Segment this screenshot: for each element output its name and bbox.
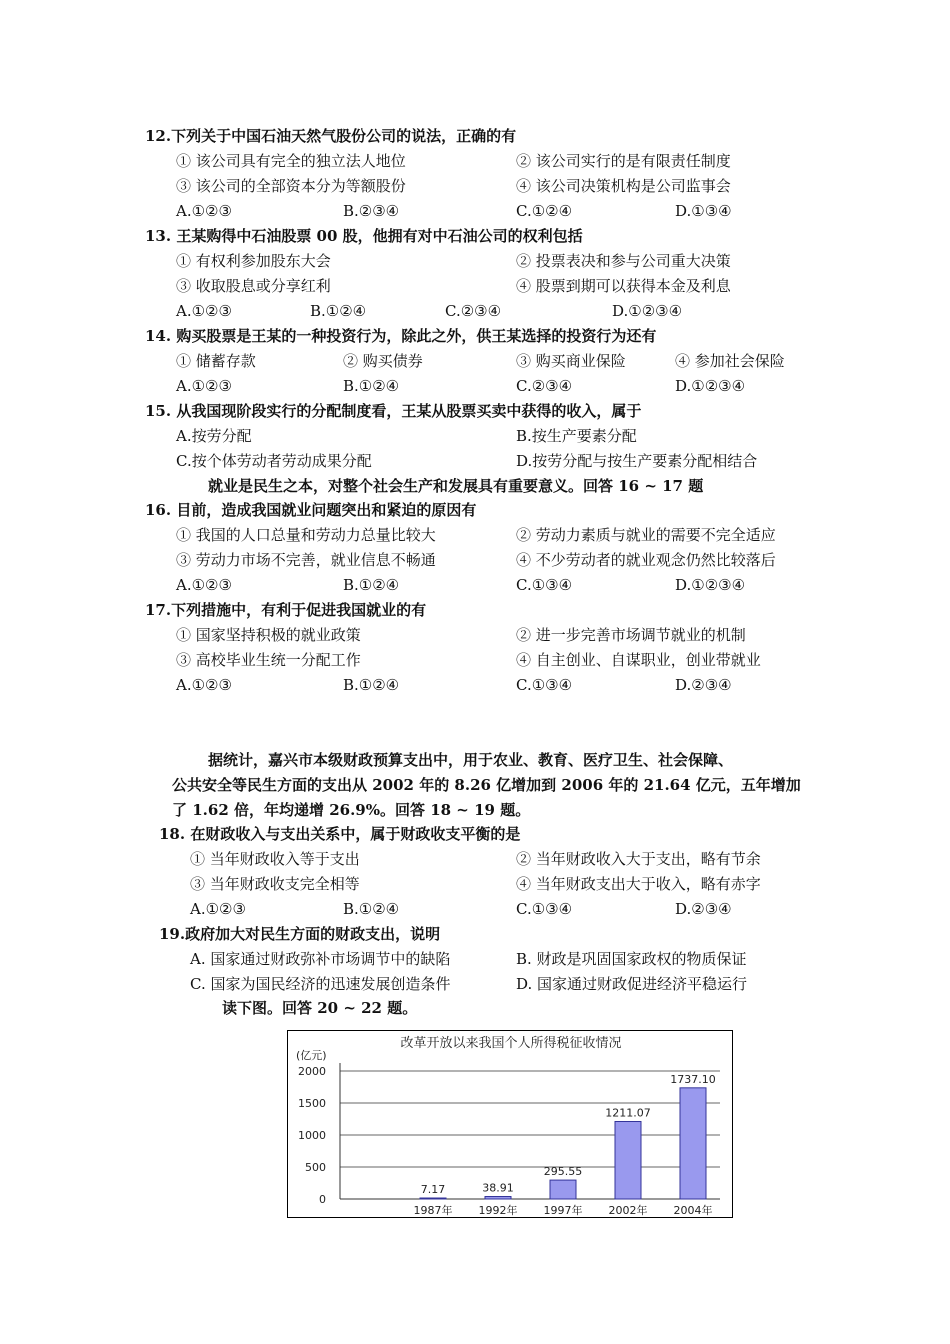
q14-stem: 14. 购买股票是王某的一种投资行为，除此之外，供王某选择的投资行为还有 xyxy=(145,327,657,345)
q18-choice-c: C.①③④ xyxy=(516,900,573,918)
q13-choice-d: D.①②③④ xyxy=(612,302,683,320)
chart-y-tick-label: 500 xyxy=(305,1161,326,1174)
q18-stem: 18. 在财政收入与支出关系中，属于财政收支平衡的是 xyxy=(159,825,521,843)
chart-y-tick-label: 2000 xyxy=(298,1065,326,1078)
q17-choice-a: A.①②③ xyxy=(176,676,232,694)
q19-choice-a: A. 国家通过财政弥补市场调节中的缺陷 xyxy=(190,950,451,968)
q17-option-4: ④ 自主创业、自谋职业，创业带就业 xyxy=(516,651,761,669)
q15-stem: 15. 从我国现阶段实行的分配制度看，王某从股票买卖中获得的收入，属于 xyxy=(145,402,642,420)
q12-option-3: ③ 该公司的全部资本分为等额股份 xyxy=(176,177,406,195)
q16-stem: 16. 目前，造成我国就业问题突出和紧迫的原因有 xyxy=(145,501,477,519)
intro-18-19-line1: 据统计，嘉兴市本级财政预算支出中，用于农业、教育、医疗卫生、社会保障、 xyxy=(208,751,734,769)
q12-stem: 12.下列关于中国石油天然气股份公司的说法，正确的有 xyxy=(145,127,517,145)
q19-stem: 19.政府加大对民生方面的财政支出，说明 xyxy=(159,925,441,943)
q16-option-3: ③ 劳动力市场不完善，就业信息不畅通 xyxy=(176,551,436,569)
q18-option-3: ③ 当年财政收支完全相等 xyxy=(190,875,360,893)
chart-canvas xyxy=(288,1031,734,1219)
q17-option-1: ① 国家坚持积极的就业政策 xyxy=(176,626,361,644)
chart-bar xyxy=(615,1121,641,1199)
q19-choice-d: D. 国家通过财政促进经济平稳运行 xyxy=(516,975,748,993)
q12-choice-c: C.①②④ xyxy=(516,202,573,220)
chart-value-label: 1211.07 xyxy=(605,1106,651,1120)
q16-choice-d: D.①②③④ xyxy=(675,576,746,594)
q12-option-1: ① 该公司具有完全的独立法人地位 xyxy=(176,152,406,170)
q13-option-3: ③ 收取股息或分享红利 xyxy=(176,277,331,295)
chart-value-label: 1737.10 xyxy=(670,1072,716,1086)
q17-choice-b: B.①②④ xyxy=(343,676,400,694)
q14-choice-c: C.②③④ xyxy=(516,377,573,395)
q17-option-3: ③ 高校毕业生统一分配工作 xyxy=(176,651,361,669)
q14-choice-a: A.①②③ xyxy=(176,377,232,395)
chart-title: 改革开放以来我国个人所得税征收情况 xyxy=(400,1036,622,1051)
q15-choice-a: A.按劳分配 xyxy=(176,427,252,445)
q17-choice-d: D.②③④ xyxy=(675,676,732,694)
q16-option-2: ② 劳动力素质与就业的需要不完全适应 xyxy=(516,526,776,544)
intro-20-22: 读下图。回答 20 ~ 22 题。 xyxy=(222,999,418,1017)
q18-option-4: ④ 当年财政支出大于收入，略有赤字 xyxy=(516,875,761,893)
chart-value-label: 7.17 xyxy=(420,1183,446,1196)
q14-option-4: ④ 参加社会保险 xyxy=(675,352,785,370)
chart-bar xyxy=(420,1198,446,1199)
q12-choice-b: B.②③④ xyxy=(343,202,400,220)
q13-choice-a: A.①②③ xyxy=(176,302,232,320)
chart-y-tick-label: 1500 xyxy=(298,1097,326,1110)
q17-stem: 17.下列措施中，有利于促进我国就业的有 xyxy=(145,601,427,619)
chart-category-label: 1997年 xyxy=(543,1204,583,1217)
chart-value-label: 295.55 xyxy=(543,1165,583,1179)
q19-choice-b: B. 财政是巩固国家政权的物质保证 xyxy=(516,950,747,968)
tax-chart xyxy=(287,1030,733,1218)
chart-category-label: 1987年 xyxy=(413,1204,453,1217)
q14-choice-d: D.①②③④ xyxy=(675,377,746,395)
chart-category-label: 1992年 xyxy=(478,1204,518,1217)
chart-bar xyxy=(550,1180,576,1199)
q12-option-2: ② 该公司实行的是有限责任制度 xyxy=(516,152,731,170)
q13-option-4: ④ 股票到期可以获得本金及利息 xyxy=(516,277,731,295)
q15-choice-c: C.按个体劳动者劳动成果分配 xyxy=(176,452,372,470)
q18-option-2: ② 当年财政收入大于支出，略有节余 xyxy=(516,850,761,868)
q15-choice-b: B.按生产要素分配 xyxy=(516,427,637,445)
chart-category-label: 2002年 xyxy=(608,1204,648,1217)
q17-option-2: ② 进一步完善市场调节就业的机制 xyxy=(516,626,746,644)
chart-y-tick-label: 1000 xyxy=(298,1129,326,1142)
q18-choice-a: A.①②③ xyxy=(190,900,246,918)
intro-18-19-line2: 公共安全等民生方面的支出从 2002 年的 8.26 亿增加到 2006 年的 21.64 亿元，五年增加 xyxy=(172,776,801,794)
q18-choice-d: D.②③④ xyxy=(675,900,732,918)
q14-option-2: ② 购买债券 xyxy=(343,352,423,370)
q18-choice-b: B.①②④ xyxy=(343,900,400,918)
q16-choice-a: A.①②③ xyxy=(176,576,232,594)
q16-choice-b: B.①②④ xyxy=(343,576,400,594)
chart-category-label: 2004年 xyxy=(673,1204,713,1217)
chart-bar xyxy=(680,1088,706,1199)
q16-choice-c: C.①③④ xyxy=(516,576,573,594)
q13-option-2: ② 投票表决和参与公司重大决策 xyxy=(516,252,731,270)
q13-stem: 13. 王某购得中石油股票 00 股，他拥有对中石油公司的权利包括 xyxy=(145,227,583,245)
q16-option-1: ① 我国的人口总量和劳动力总量比较大 xyxy=(176,526,436,544)
q14-option-3: ③ 购买商业保险 xyxy=(516,352,626,370)
q13-choice-b: B.①②④ xyxy=(310,302,367,320)
q12-choice-d: D.①③④ xyxy=(675,202,732,220)
q16-option-4: ④ 不少劳动者的就业观念仍然比较落后 xyxy=(516,551,776,569)
chart-ylabel: (亿元) xyxy=(296,1049,327,1062)
intro-16-17: 就业是民生之本，对整个社会生产和发展具有重要意义。回答 16 ~ 17 题 xyxy=(208,477,704,495)
q13-option-1: ① 有权利参加股东大会 xyxy=(176,252,331,270)
q14-choice-b: B.①②④ xyxy=(343,377,400,395)
q12-choice-a: A.①②③ xyxy=(176,202,232,220)
chart-y-tick-label: 0 xyxy=(319,1193,326,1206)
q19-choice-c: C. 国家为国民经济的迅速发展创造条件 xyxy=(190,975,451,993)
q17-choice-c: C.①③④ xyxy=(516,676,573,694)
chart-value-label: 38.91 xyxy=(482,1181,514,1195)
q18-option-1: ① 当年财政收入等于支出 xyxy=(190,850,360,868)
q15-choice-d: D.按劳分配与按生产要素分配相结合 xyxy=(516,452,758,470)
intro-18-19-line3: 了 1.62 倍，年均递增 26.9%。回答 18 ~ 19 题。 xyxy=(172,801,531,819)
q13-choice-c: C.②③④ xyxy=(445,302,502,320)
chart-bar xyxy=(485,1197,511,1199)
q12-option-4: ④ 该公司决策机构是公司监事会 xyxy=(516,177,731,195)
q14-option-1: ① 储蓄存款 xyxy=(176,352,256,370)
